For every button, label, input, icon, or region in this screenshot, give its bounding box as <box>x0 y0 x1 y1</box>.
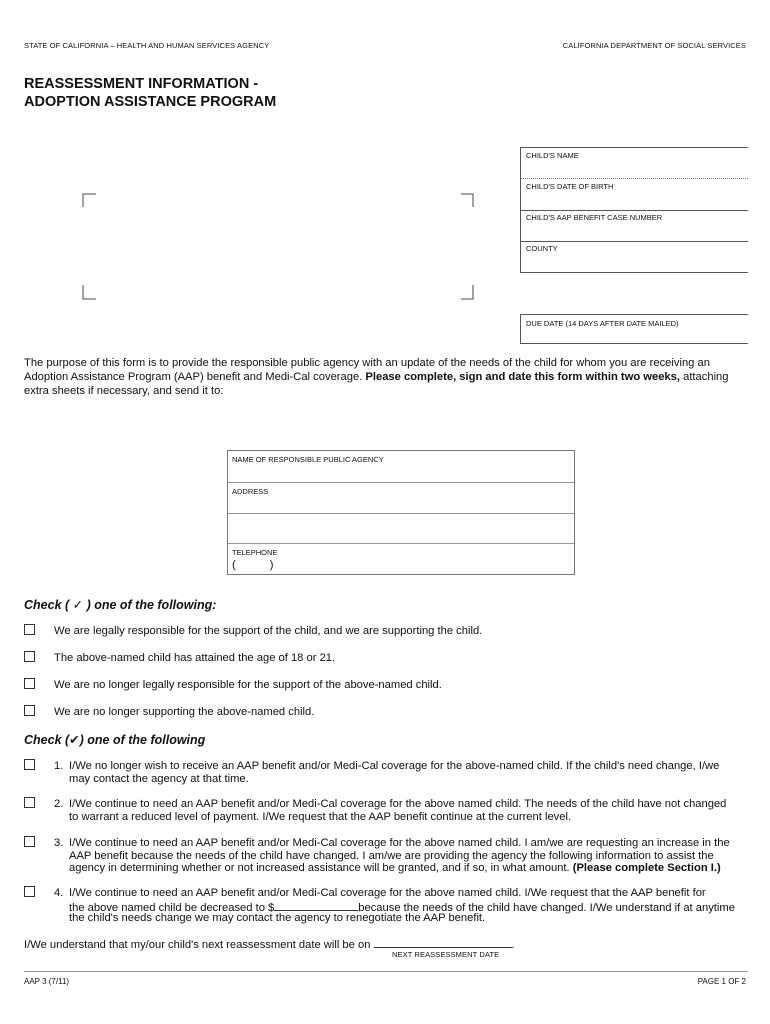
phone-paren-open: ( <box>232 559 236 571</box>
childs-dob-label: CHILD'S DATE OF BIRTH <box>526 182 614 191</box>
checkbox-option-3[interactable] <box>24 836 35 847</box>
checkbox-age-18-21[interactable] <box>24 651 35 662</box>
option-4 <box>54 887 744 924</box>
address-field-line-1[interactable] <box>230 496 572 512</box>
purpose-text-2: attaching extra sheets if necessary, and send it to: <box>24 371 729 397</box>
option-age-18-21: The above-named child has attained the age of 18 or 21. <box>54 652 336 664</box>
option-1-line-1: I/We no longer wish to receive an AAP benefit and/or Medi-Cal coverage for the above-named child. If the child's need change, I/we <box>69 760 720 772</box>
reassessment-text: I/We understand that my/our child's next reassessment date will be on <box>24 939 371 951</box>
option-1 <box>54 760 744 785</box>
section1-heading: Check ( ✓ ) one of the following: <box>24 598 217 612</box>
form-id: AAP 3 (7/11) <box>24 977 70 986</box>
agency-box <box>227 450 575 575</box>
address-window-marks <box>80 191 480 303</box>
case-number-label: CHILD'S AAP BENEFIT CASE NUMBER <box>526 213 663 222</box>
telephone-field[interactable] <box>232 558 273 572</box>
option-2-number: 2. <box>54 798 64 810</box>
option-1-number: 1. <box>54 760 64 772</box>
option-3-bold: (Please complete Section I.) <box>572 862 721 874</box>
option-3-number: 3. <box>54 837 64 849</box>
divider <box>520 210 748 211</box>
decrease-amount-field[interactable] <box>274 900 358 911</box>
checkbox-option-4[interactable] <box>24 886 35 897</box>
option-no-longer-responsible: We are no longer legally responsible for the support of the above-named child. <box>54 679 442 691</box>
reassessment-period: . <box>511 939 515 951</box>
option-2-line-1: I/We continue to need an AAP benefit and/or Medi-Cal coverage for the above named child. The needs of the child have not changed <box>69 798 727 810</box>
address-field-line-2[interactable] <box>230 515 572 541</box>
case-number-field[interactable] <box>521 222 747 240</box>
agency-name-field[interactable] <box>230 464 572 481</box>
child-fields-top-border <box>520 147 748 148</box>
next-reassessment-date-label: NEXT REASSESSMENT DATE <box>392 950 500 959</box>
purpose-bold: Please complete, sign and date this form within two weeks, <box>365 371 680 383</box>
header-department: CALIFORNIA DEPARTMENT OF SOCIAL SERVICES <box>562 41 746 50</box>
title-line-1: REASSESSMENT INFORMATION - <box>24 76 259 92</box>
phone-paren-close: ) <box>269 559 274 571</box>
purpose-paragraph <box>24 356 749 398</box>
checkbox-legally-responsible[interactable] <box>24 624 35 635</box>
page-title <box>24 75 276 111</box>
due-date-label: DUE DATE (14 DAYS AFTER DATE MAILED) <box>526 319 679 328</box>
option-3-line-1: I/We continue to need an AAP benefit and/or Medi-Cal coverage for the above named child. I am/we are requesting an increase in the <box>69 837 730 849</box>
childs-name-field[interactable] <box>521 160 747 178</box>
title-line-2: ADOPTION ASSISTANCE PROGRAM <box>24 94 277 110</box>
county-field[interactable] <box>521 253 747 271</box>
option-no-longer-supporting: We are no longer supporting the above-named child. <box>54 706 315 718</box>
option-2-line-2: to warrant a reduced level of payment. I/We request that the AAP benefit continue at the current level. <box>69 810 572 823</box>
option-3-line-3-text: agency in determining whether or not increased assistance will be granted, and if so, in what amount. <box>69 862 573 874</box>
divider <box>520 241 748 242</box>
option-4-line-2-a: the above named child be decreased to $ <box>69 901 275 914</box>
option-3-line-3 <box>69 862 721 875</box>
header-agency: STATE OF CALIFORNIA – HEALTH AND HUMAN SERVICES AGENCY <box>24 41 270 50</box>
county-label: COUNTY <box>526 244 558 253</box>
option-legally-responsible: We are legally responsible for the support of the child, and we are supporting the child. <box>54 625 483 637</box>
option-4-line-3: the child's needs change we may contact the agency to renegotiate the AAP benefit. <box>69 912 486 924</box>
address-label: ADDRESS <box>232 487 269 496</box>
option-4-number: 4. <box>54 887 64 899</box>
option-1-line-2: may contact the agency at that time. <box>69 772 249 785</box>
option-4-line-1: I/We continue to need an AAP benefit and/or Medi-Cal coverage for the above named child. I/We request that the AAP benefit for <box>69 887 706 899</box>
due-date-field[interactable] <box>521 328 747 342</box>
option-2 <box>54 798 744 823</box>
childs-name-label: CHILD'S NAME <box>526 151 579 160</box>
divider <box>228 482 574 483</box>
divider <box>520 272 748 273</box>
divider <box>520 343 748 344</box>
option-3-line-2: AAP benefit because the needs of the child have changed. I am/we are providing the agency the following information to assist the <box>69 849 714 862</box>
divider <box>228 543 574 544</box>
option-4-line-2-b: because the needs of the child have changed. I/We understand if at anytime <box>358 901 735 914</box>
telephone-label: TELEPHONE <box>232 548 278 557</box>
page-number: PAGE 1 OF 2 <box>697 977 746 986</box>
agency-name-label: NAME OF RESPONSIBLE PUBLIC AGENCY <box>232 455 384 464</box>
checkbox-option-2[interactable] <box>24 797 35 808</box>
checkbox-option-1[interactable] <box>24 759 35 770</box>
checkbox-no-longer-supporting[interactable] <box>24 705 35 716</box>
footer-rule <box>24 971 748 972</box>
section2-heading: Check (✔) one of the following <box>24 733 206 747</box>
next-reassessment-date-field[interactable] <box>374 937 512 948</box>
divider <box>520 314 748 315</box>
childs-dob-field[interactable] <box>521 191 747 209</box>
option-3 <box>54 837 744 874</box>
purpose-text-1: The purpose of this form is to provide the responsible public agency with an update of the needs of the child for whom you are receiving an Adoption Assistance Program (AAP) benefit and Medi-Cal coverage. <box>24 357 710 383</box>
divider <box>520 178 748 179</box>
divider <box>228 513 574 514</box>
checkbox-no-longer-responsible[interactable] <box>24 678 35 689</box>
